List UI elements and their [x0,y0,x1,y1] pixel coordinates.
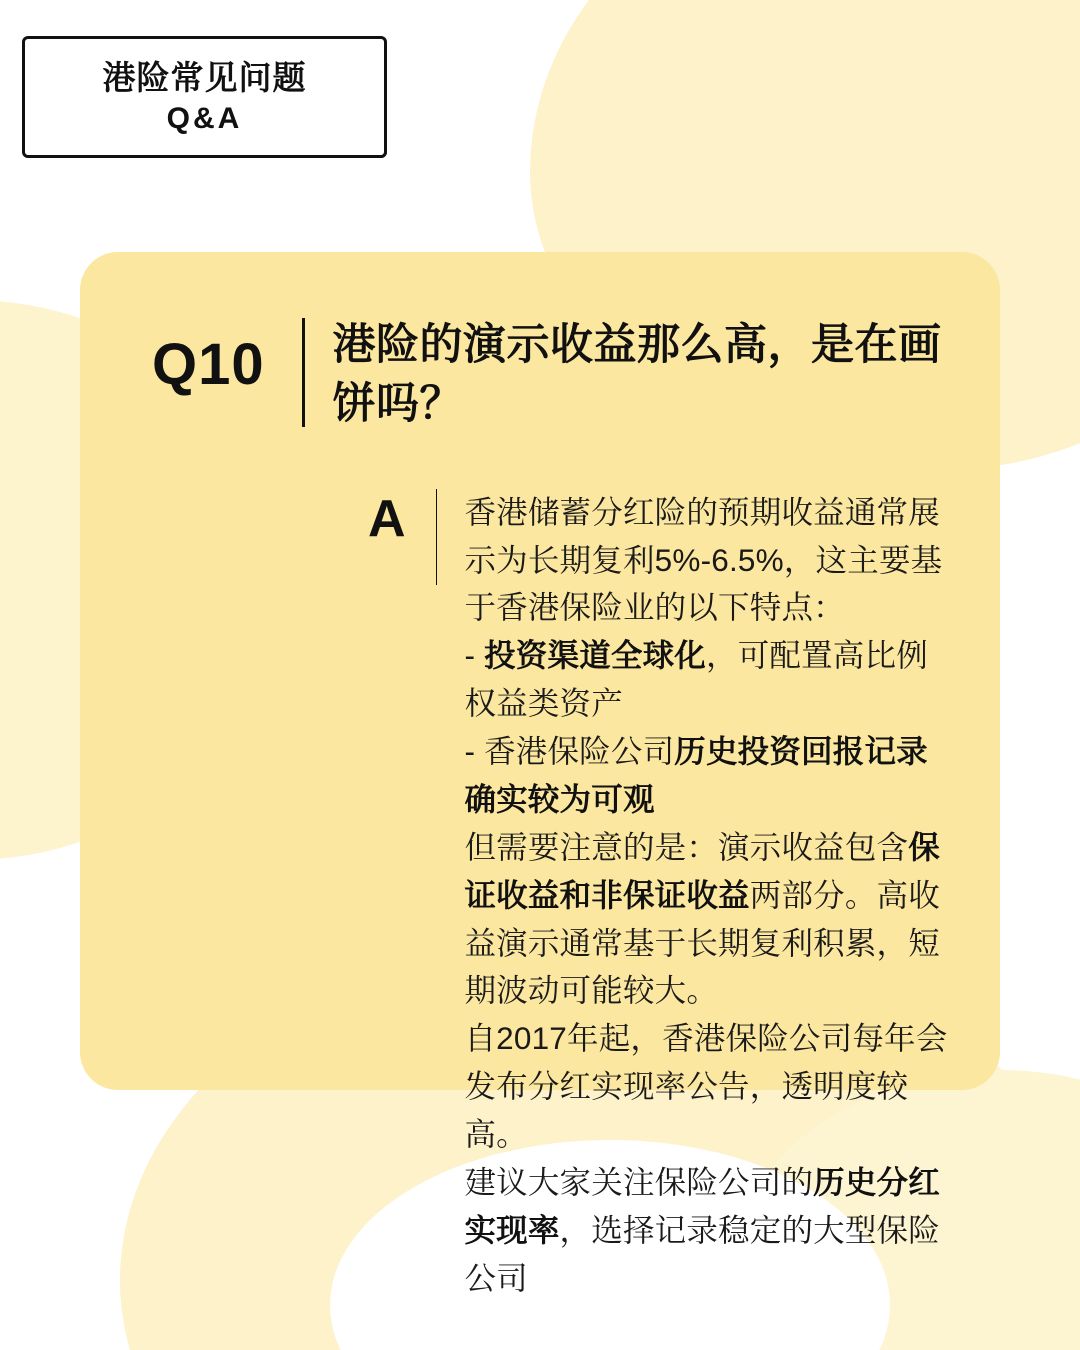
badge-content [22,36,387,158]
answer-emphasis: 历史分红实现率 [464,1163,940,1248]
answer-text: ，可配置高比例权益类资产 [464,637,928,722]
answer-text: 两部分。高收益演示通常基于长期复利积累，短期波动可能较大。 [464,876,940,1009]
answer-divider [436,489,437,585]
answer-text: 香港储蓄分红险的预期收益通常展示为长期复利5%-6.5%，这主要基于香港保险业的以下特点： [464,493,943,626]
question-row [124,310,956,435]
answer-body [464,489,956,1303]
answer-text: - [464,637,485,674]
question-number: Q10 [152,332,265,397]
header-badge [22,36,387,158]
answer-row [124,489,956,1303]
badge-title-secondary: Q&A [166,101,243,135]
answer-paragraph [464,1015,956,1159]
answer-emphasis: 保证收益和非保证收益 [464,828,940,913]
answer-text: - 香港保险公司 [464,733,675,770]
question-divider [302,318,305,427]
answer-label: A [368,489,406,548]
question-text: 港险的演示收益那么高，是在画饼吗？ [332,321,942,429]
answer-paragraph [464,632,956,728]
answer-paragraph [464,489,956,633]
badge-title-primary: 港险常见问题 [102,58,307,96]
answer-paragraph [464,824,956,1016]
answer-text: ，选择记录稳定的大型保险公司 [464,1211,940,1296]
answer-text: 但需要注意的是：演示收益包含 [464,828,909,865]
answer-text: 建议大家关注保险公司的 [464,1163,814,1200]
answer-text: 自2017年起，香港保险公司每年会发布分红实现率公告，透明度较高。 [464,1020,948,1153]
qa-card [80,252,1000,1296]
answer-emphasis: 历史投资回报记录确实较为可观 [464,733,928,817]
answer-paragraph [464,1159,956,1303]
answer-emphasis: 投资渠道全球化 [484,637,706,674]
answer-paragraph [464,728,956,824]
